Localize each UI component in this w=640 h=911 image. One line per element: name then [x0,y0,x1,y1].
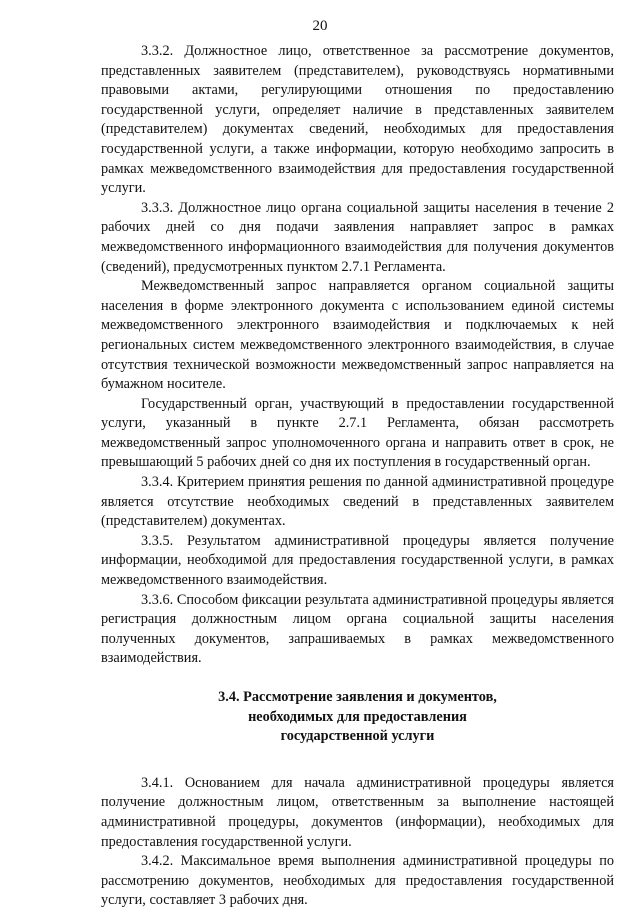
paragraph-3-3-2: 3.3.2. Должностное лицо, ответственное за рассмотрение документов, представленных заявителем (представителем), руководствуясь нормативными правовыми актами, регулирующими отношения по предоставлению государственной услуги, определяет наличие в представленных заявителем (представителем) документах сведений, необходимых для предоставления государственной услуги, а также информации, которую необходимо запросить в рамках межведомственного взаимодействия для предоставления государственной услуги. [101,43,614,197]
paragraph-3-3-4: 3.3.4. Критерием принятия решения по данной административной процедуре является отсутствие необходимых сведений в представленных заявителем (представителем) документах. [101,474,614,530]
paragraph-state-body: Государственный орган, участвующий в предоставлении государственной услуги, указанный в пункте 2.7.1 Регламента, обязан рассмотреть межведомственный запрос уполномоченного органа и направить ответ в срок, не превышающий 5 рабочих дней со дня их поступления в государственный орган. [101,395,614,471]
paragraph-3-3-6: 3.3.6. Способом фиксации результата административной процедуры является регистрация должностным лицом органа социальной защиты населения полученных документов, запрашиваемых в рамках межведомственного взаимодействия. [101,591,614,667]
paragraph-3-3-3: 3.3.3. Должностное лицо органа социальной защиты населения в течение 2 рабочих дней со дня подачи заявления направляет запрос в рамках межведомственного информационного взаимодействия для получения документов (сведений), предусмотренных пунктом 2.7.1 Регламента. [101,199,614,275]
section-heading-3-4 [101,688,614,747]
paragraph-3-4-2: 3.4.2. Максимальное время выполнения административной процедуры по рассмотрению документов, необходимых для предоставления государственной услуги, составляет 3 рабочих дня. [101,853,614,909]
document-body [101,42,614,911]
heading-line-1: 3.4. Рассмотрение заявления и документов, [218,689,497,705]
paragraph-3-4-1: 3.4.1. Основанием для начала административной процедуры является получение должностным лицом, ответственным за выполнение настоящей административной процедуры, документов (информации), необходимых для предоставления государственной услуги. [101,774,614,850]
page-number: 20 [312,18,328,34]
paragraph-3-3-5: 3.3.5. Результатом административной процедуры является получение информации, необходимой для предоставления государственной услуги, в рамках межведомственного взаимодействия. [101,532,614,589]
heading-line-3: государственной услуги [280,728,435,745]
heading-line-2: необходимых для предоставления [248,708,467,725]
paragraph-interagency-request: Межведомственный запрос направляется органом социальной защиты населения в форме электронного документа с использованием единой системы межведомственного электронного взаимодействия и подключаемых к ней региональных систем межведомственного электронного взаимодействия, в случае отсутствия технической возможности межведомственный запрос направляется на бумажном носителе. [101,278,614,393]
